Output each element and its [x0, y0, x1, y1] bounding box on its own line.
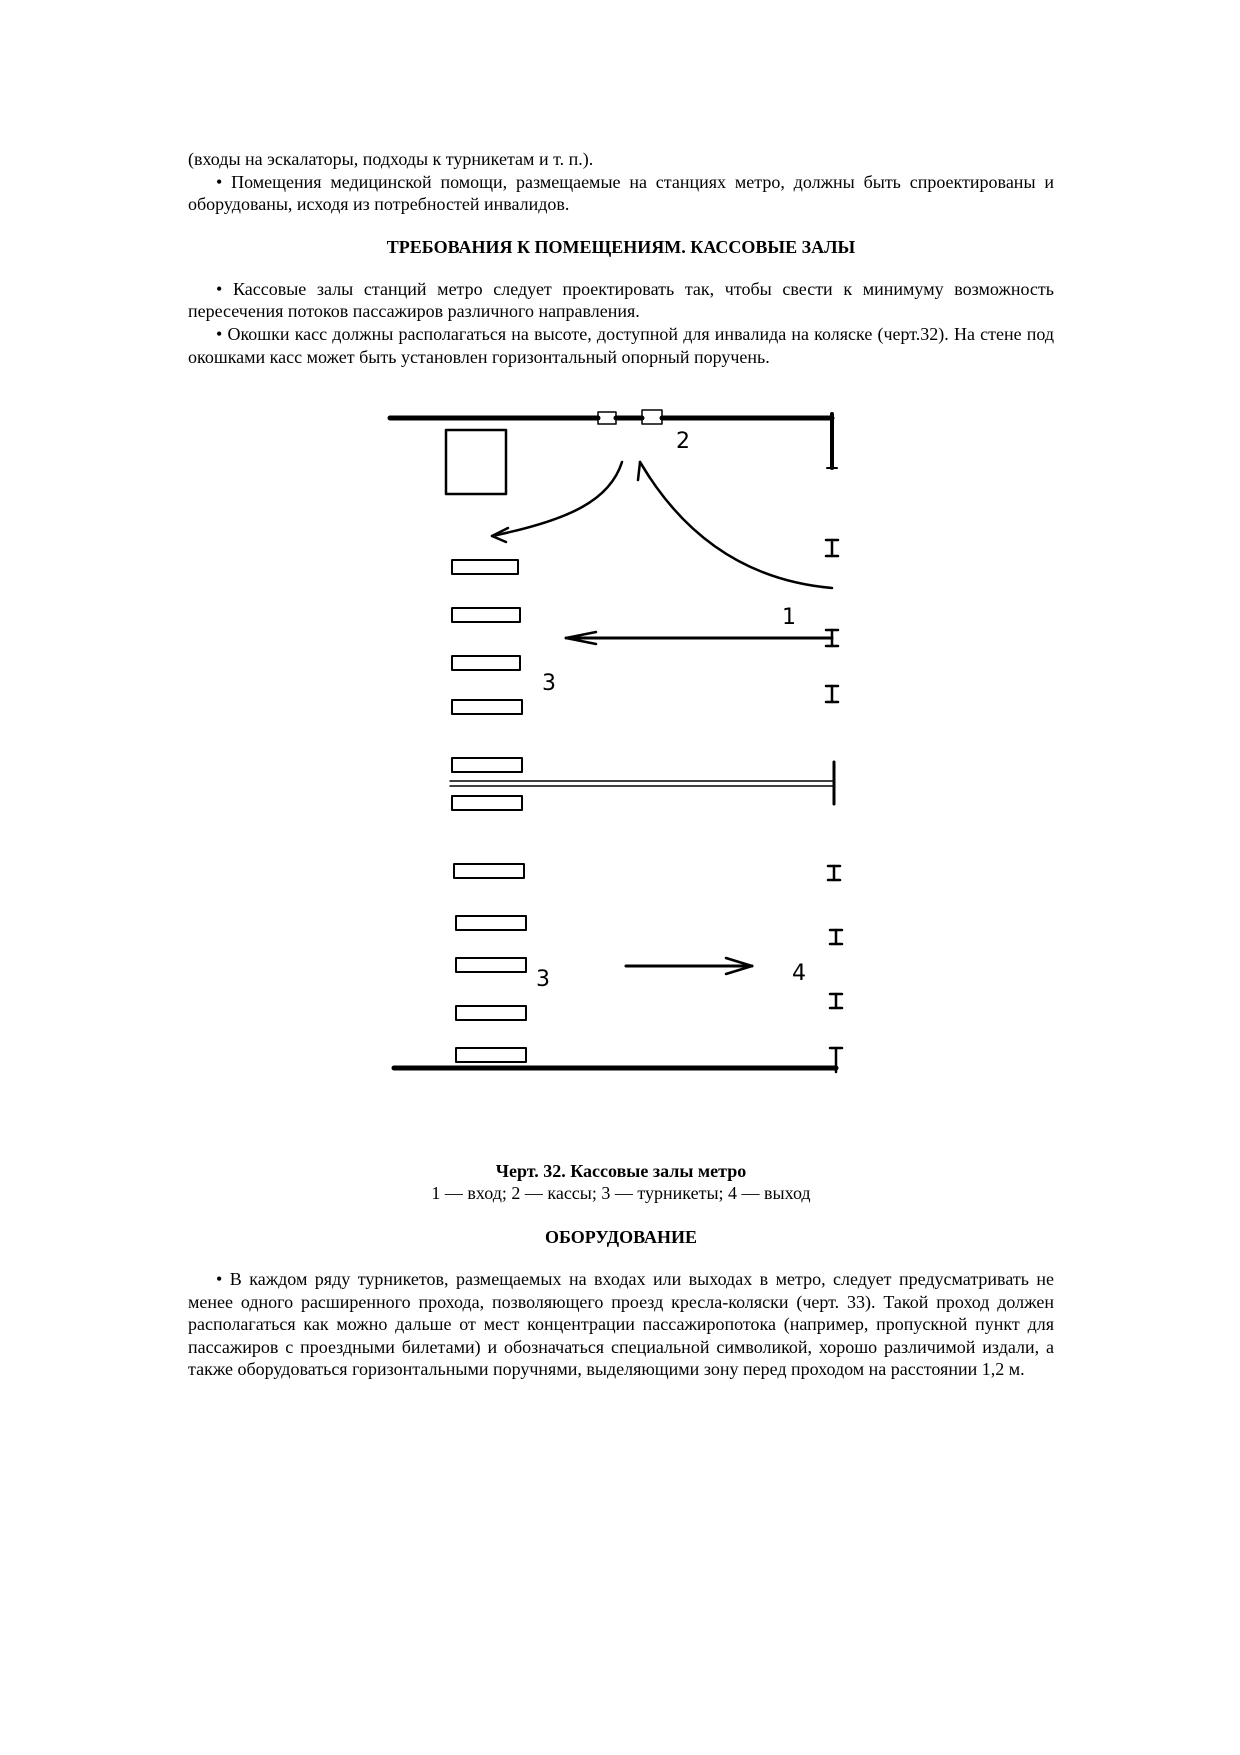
caption-legend: 1 — вход; 2 — кассы; 3 — турникеты; 4 — выход [431, 1183, 811, 1203]
label-turnstile-upper: 3 [542, 671, 556, 696]
right-posts [826, 540, 842, 1072]
heading-cash-halls: ТРЕБОВАНИЯ К ПОМЕЩЕНИЯМ. КАССОВЫЕ ЗАЛЫ [386, 236, 856, 257]
equipment-section [188, 1226, 1054, 1381]
label-entrance: 1 [782, 605, 796, 630]
paragraph-continuation: (входы на эскалаторы, подходы к турникетам и т. п.). [188, 149, 594, 169]
paragraph-cash-1: • Кассовые залы станций метро следует проектировать так, чтобы свести к минимуму возможность пересечения потоков пассажиров различного направления. [188, 278, 1054, 322]
arrow-from-cashier [492, 462, 622, 536]
caption-title: Черт. 32. Кассовые залы метро [495, 1161, 747, 1181]
label-exit: 4 [792, 961, 806, 986]
paragraph-medical: • Помещения медицинской помощи, размещаемые на станциях метро, должны быть спроектированы и оборудованы, исходя из потребностей инвалидов. [188, 171, 1054, 215]
top-wall [390, 410, 832, 424]
label-turnstile-lower: 3 [536, 967, 550, 992]
figure-caption [188, 1160, 1054, 1204]
partition-rail [450, 762, 834, 804]
document-page [188, 148, 1054, 368]
heading-equipment: ОБОРУДОВАНИЕ [545, 1227, 697, 1247]
turnstiles-upper [452, 560, 522, 810]
turnstiles-lower [454, 864, 526, 1062]
arrow-to-cashier [640, 462, 832, 588]
cash-booth [446, 430, 506, 494]
paragraph-cash-2: • Окошки касс должны располагаться на высоте, доступной для инвалида на коляске (черт.32). На стене под окошками касс может быть установлен горизонтальный опорный поручень. [188, 323, 1054, 367]
paragraph-equipment: • В каждом ряду турникетов, размещаемых на входах или выходах в метро, следует предусматривать не менее одного расширенного прохода, позволяющего проезд кресла-коляски (черт. 33). Такой проход должен располагаться как можно дальше от мест концентрации пассажиропотока (например, пропускной пункт для пассажиров с проездными билетами) и обозначаться специальной символикой, хорошо различимой издали, а также оборудоваться горизонтальными поручнями, выделяющими зону перед проходом на расстоянии 1,2 м. [188, 1269, 1054, 1380]
cash-hall-diagram [380, 400, 860, 1150]
label-cashier: 2 [676, 429, 690, 454]
